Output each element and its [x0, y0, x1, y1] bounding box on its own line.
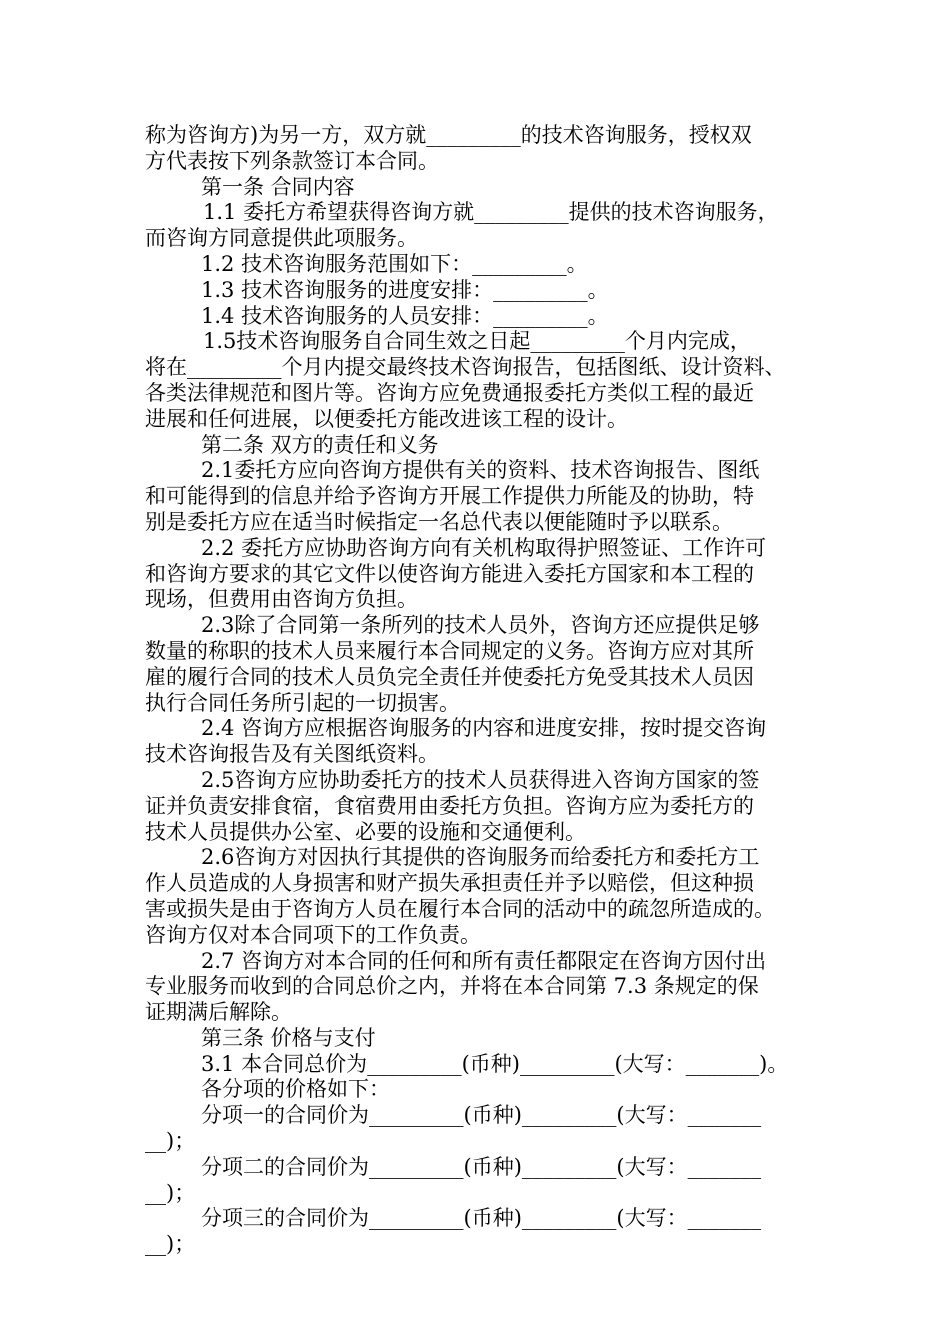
text-line: 1.4 技术咨询服务的人员安排：_________。: [201, 303, 609, 328]
text-line: 分项二的合同价为_________(币种)_________(大写：_______: [201, 1154, 762, 1179]
text-line: 2.4 咨询方应根据咨询服务的内容和进度安排，按时提交咨询: [201, 716, 767, 741]
text-line: 技术咨询报告及有关图纸资料。: [145, 742, 439, 767]
text-line: 各类法律规范和图片等。咨询方应免费通报委托方类似工程的最近: [145, 380, 754, 405]
text-line: 证期满后解除。: [145, 1000, 292, 1025]
text-line: 第三条 价格与支付: [201, 1025, 376, 1050]
text-line: 咨询方仅对本合同项下的工作负责。: [145, 922, 481, 947]
text-line: 进展和任何进展，以便委托方能改进该工程的设计。: [145, 406, 628, 431]
text-line: 和咨询方要求的其它文件以使咨询方能进入委托方国家和本工程的: [145, 561, 754, 586]
text-line: 而咨询方同意提供此项服务。: [145, 226, 418, 251]
text-line: 第一条 合同内容: [201, 174, 355, 199]
text-line: 将在_________个月内提交最终技术咨询报告，包括图纸、设计资料、: [145, 355, 786, 380]
text-line: 2.1委托方应向咨询方提供有关的资料、技术咨询报告、图纸: [201, 458, 760, 483]
text-line: 技术人员提供办公室、必要的设施和交通便利。: [145, 819, 586, 844]
text-line: 执行合同任务所引起的一切损害。: [145, 690, 460, 715]
text-line: 方代表按下列条款签订本合同。: [145, 148, 439, 173]
text-line: __)；: [145, 1180, 196, 1205]
text-line: 2.6咨询方对因执行其提供的咨询服务而给委托方和委托方工: [201, 845, 760, 870]
text-line: 现场，但费用由咨询方负担。: [145, 587, 418, 612]
text-line: __)；: [145, 1129, 196, 1154]
text-line: 作人员造成的人身损害和财产损失承担责任并予以赔偿，但这种损: [145, 871, 754, 896]
text-line: 2.5咨询方应协助委托方的技术人员获得进入咨询方国家的签: [201, 767, 760, 792]
text-line: 1.5技术咨询服务自合同生效之日起_________个月内完成，: [203, 329, 751, 354]
text-line: 3.1 本合同总价为_________(币种)_________(大写：_______)。: [201, 1051, 789, 1076]
text-line: 和可能得到的信息并给予咨询方开展工作提供力所能及的协助，特: [145, 484, 754, 509]
text-line: 别是委托方应在适当时候指定一名总代表以便能随时予以联系。: [145, 509, 733, 534]
text-line: 称为咨询方)为另一方，双方就_________的技术咨询服务，授权双: [145, 123, 752, 147]
text-line: 雇的履行合同的技术人员负完全责任并使委托方免受其技术人员因: [145, 664, 754, 689]
text-line: 1.3 技术咨询服务的进度安排：_________。: [201, 277, 609, 302]
text-line: 证并负责安排食宿，食宿费用由委托方负担。咨询方应为委托方的: [145, 793, 754, 818]
text-line: 第二条 双方的责任和义务: [201, 432, 439, 457]
text-line: 各分项的价格如下：: [201, 1077, 390, 1102]
text-line: 分项一的合同价为_________(币种)_________(大写：_______: [201, 1103, 762, 1128]
contract-body: [145, 123, 815, 1258]
text-line: 专业服务而收到的合同总价之内，并将在本合同第 7.3 条规定的保: [145, 974, 759, 999]
text-line: 害或损失是由于咨询方人员在履行本合同的活动中的疏忽所造成的。: [145, 896, 775, 921]
text-line: 1.2 技术咨询服务范围如下：_________。: [201, 251, 588, 276]
text-line: 2.3除了合同第一条所列的技术人员外，咨询方还应提供足够: [201, 613, 760, 638]
text-line: 数量的称职的技术人员来履行本合同规定的义务。咨询方应对其所: [145, 638, 754, 663]
text-line: 分项三的合同价为_________(币种)_________(大写：_______: [201, 1206, 762, 1231]
text-line: __)；: [145, 1232, 196, 1257]
text-line: 1.1 委托方希望获得咨询方就_________提供的技术咨询服务，: [203, 200, 779, 225]
text-line: 2.2 委托方应协助咨询方向有关机构取得护照签证、工作许可: [201, 535, 767, 560]
text-line: 2.7 咨询方对本合同的任何和所有责任都限定在咨询方因付出: [201, 948, 767, 973]
